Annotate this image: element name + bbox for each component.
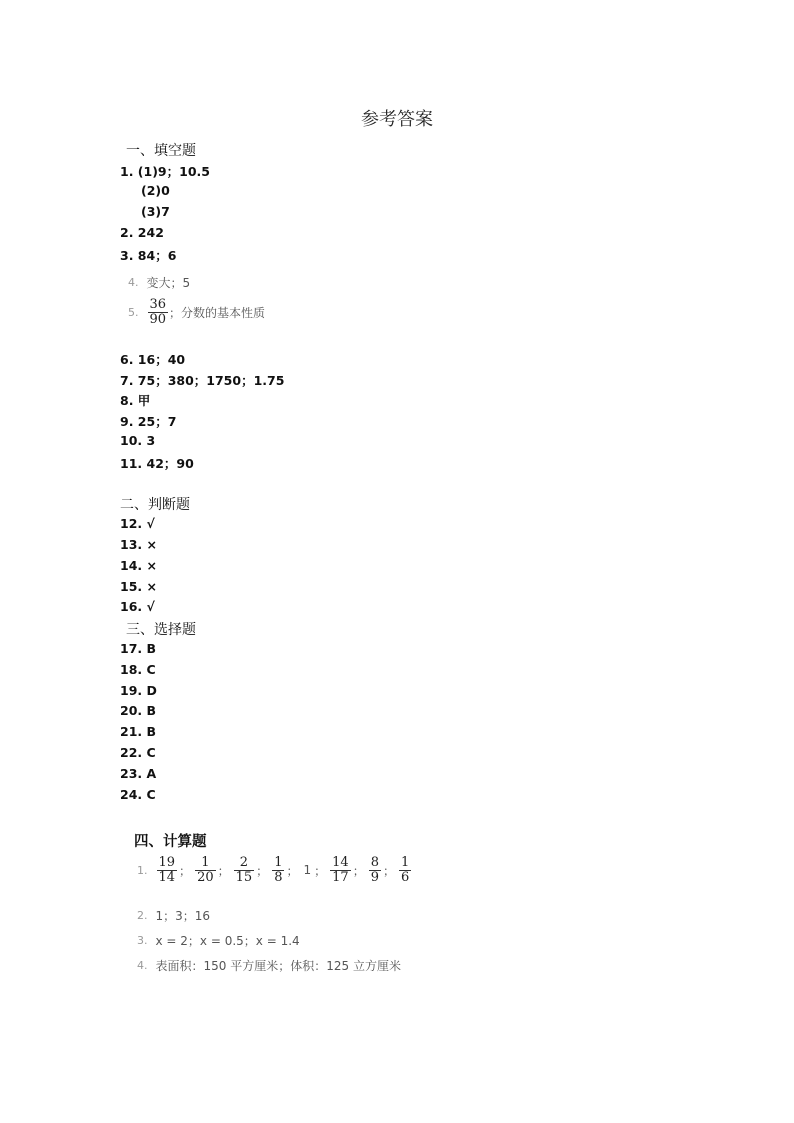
fraction-numerator: 1 [201, 855, 210, 870]
fraction-numerator: 1 [274, 855, 283, 870]
fraction-denominator: 8 [274, 869, 283, 885]
fraction-denominator: 90 [149, 311, 167, 327]
fraction [399, 856, 411, 884]
calc-item-4 [137, 957, 401, 974]
answer-item: 9. 25；7 [120, 414, 177, 429]
section-heading-judgement: 二、判断题 [120, 497, 190, 513]
page-title: 参考答案 [361, 109, 433, 130]
fraction [330, 856, 351, 884]
answer-item: 19. D [120, 683, 157, 698]
item-text: x = 2；x = 0.5；x = 1.4 [155, 934, 300, 948]
answer-item: 2. 242 [120, 225, 164, 240]
fraction [369, 856, 381, 884]
answer-item: 12. √ [120, 516, 155, 531]
item-number: 1. [137, 863, 148, 877]
section-heading-calculation: 四、计算题 [134, 834, 207, 850]
fraction-denominator: 6 [401, 869, 410, 885]
answer-item: 21. B [120, 724, 157, 739]
answer-item: (2)0 [141, 183, 170, 198]
fraction [195, 856, 216, 884]
fraction-denominator: 9 [370, 869, 379, 885]
answer-item: 7. 75；380；1750；1.75 [120, 373, 285, 388]
answer-item: 18. C [120, 662, 156, 677]
separator: ； [217, 863, 230, 878]
calc-item-2 [137, 907, 210, 924]
separator: ； [286, 863, 299, 878]
answer-item: 24. C [120, 787, 156, 802]
fraction-numerator: 36 [149, 297, 167, 312]
item-text: 1；3；16 [155, 909, 211, 923]
answer-value: 1 [303, 863, 312, 878]
calc-item-1 [137, 856, 412, 884]
answer-item: (3)7 [141, 204, 170, 219]
separator: ； [382, 863, 395, 878]
answer-item: 3. 84；6 [120, 248, 177, 263]
fraction-numerator: 19 [158, 855, 176, 870]
fraction [157, 856, 178, 884]
answer-item: 13. × [120, 537, 157, 552]
answer-item: 23. A [120, 766, 157, 781]
item-number: 5. [128, 305, 139, 319]
item-number: 4. [137, 959, 148, 972]
separator: ； [352, 863, 365, 878]
answer-item-5 [128, 298, 265, 326]
answer-item: 17. B [120, 641, 157, 656]
fraction-numerator: 8 [370, 855, 379, 870]
fraction-numerator: 2 [239, 855, 249, 870]
section-heading-choice: 三、选择题 [126, 622, 196, 638]
fraction [272, 856, 284, 884]
separator: ； [256, 863, 269, 878]
answer-item: 20. B [120, 703, 157, 718]
answer-item: 10. 3 [120, 433, 156, 448]
fraction-denominator: 15 [235, 869, 253, 885]
answer-item: 11. 42；90 [120, 456, 194, 471]
answer-item: 1. (1)9；10.5 [120, 164, 210, 179]
section-heading-fill-blank: 一、填空题 [126, 143, 196, 159]
separator: ； [314, 863, 327, 878]
item-number: 4. [128, 276, 139, 289]
answer-item-4 [128, 274, 190, 291]
fraction-numerator: 14 [332, 855, 349, 870]
item-text: 表面积：150 平方厘米；体积：125 立方厘米 [155, 959, 401, 973]
answer-item: 22. C [120, 745, 156, 760]
calc-item-3 [137, 932, 300, 949]
item-text: ；分数的基本性质 [169, 305, 266, 320]
calc-item-1-answers [156, 856, 413, 884]
answer-item: 14. × [120, 558, 157, 573]
separator: ； [179, 863, 192, 878]
fraction-numerator: 1 [401, 855, 410, 870]
answer-item: 15. × [120, 579, 157, 594]
answer-item: 8. 甲 [120, 393, 151, 408]
answer-item: 16. √ [120, 599, 155, 614]
item-text: 变大；5 [146, 276, 191, 290]
fraction-denominator: 20 [197, 869, 214, 885]
item-number: 2. [137, 909, 148, 922]
answer-item: 6. 16；40 [120, 352, 186, 367]
fraction-denominator: 14 [158, 869, 176, 885]
fraction [148, 298, 169, 326]
fraction [234, 856, 255, 884]
fraction-denominator: 17 [332, 869, 349, 885]
item-number: 3. [137, 934, 148, 947]
